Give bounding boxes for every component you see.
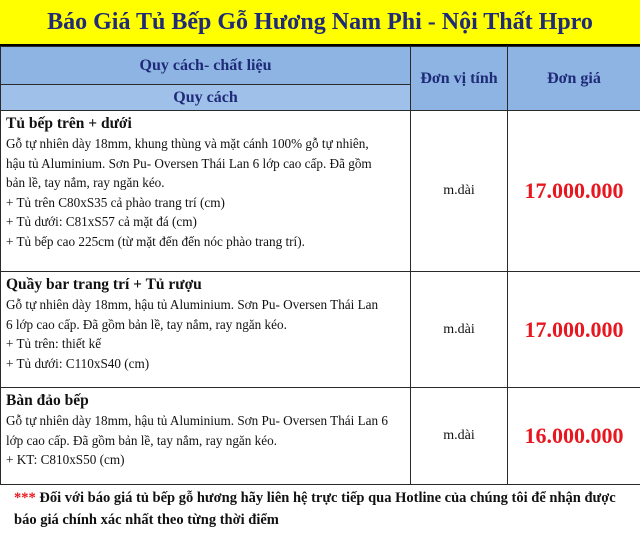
row-price: 17.000.000 <box>508 272 640 388</box>
table-header-row <box>1 47 640 85</box>
table-row <box>1 388 640 485</box>
row-unit: m.dài <box>411 272 508 388</box>
row-detail-line: Gỗ tự nhiên dày 18mm, hậu tủ Aluminium. Sơn Pu- Oversen Thái Lan 6 <box>6 413 388 428</box>
row-name: Tủ bếp trên + dưới <box>6 115 132 132</box>
row-name: Bàn đảo bếp <box>6 392 89 409</box>
footer-note <box>14 487 630 531</box>
row-detail-line: + Tủ dưới: C81xS57 cả mặt đá (cm) <box>6 214 197 229</box>
row-detail-line: bản lề, tay nắm, ray ngăn kéo. <box>6 175 165 190</box>
row-detail-line: Gỗ tự nhiên dày 18mm, hậu tủ Aluminium. Sơn Pu- Oversen Thái Lan <box>6 297 379 312</box>
note-stars: *** <box>14 490 36 506</box>
row-description <box>1 111 411 272</box>
row-price: 16.000.000 <box>508 388 640 485</box>
row-detail-line: + Tủ bếp cao 225cm (từ mặt đến đến nóc phào trang trí). <box>6 233 305 249</box>
row-detail-line: Gỗ tự nhiên dày 18mm, khung thùng và mặt cánh 100% gỗ tự nhiên, <box>6 136 369 151</box>
row-detail-line: lớp cao cấp. Đã gồm bản lề, tay nắm, ray ngăn kéo. <box>6 432 277 448</box>
row-unit: m.dài <box>411 111 508 272</box>
row-detail-line: + KT: C810xS50 (cm) <box>6 452 125 467</box>
row-description <box>1 388 411 485</box>
row-detail-line: 6 lớp cao cấp. Đã gồm bản lề, tay nắm, ray ngăn kéo. <box>6 316 287 332</box>
header-spec-material: Quy cách- chất liệu <box>1 47 411 85</box>
row-description <box>1 272 411 388</box>
note-text: Đối với báo giá tủ bếp gỗ hương hãy liên hệ trực tiếp qua Hotline của chúng tôi để nhận được báo giá chính xác nhất theo từng thời điểm <box>14 490 616 528</box>
row-unit: m.dài <box>411 388 508 485</box>
header-spec: Quy cách <box>1 85 411 111</box>
row-price: 17.000.000 <box>508 111 640 272</box>
row-detail-line: + Tủ dưới: C110xS40 (cm) <box>6 355 150 371</box>
header-price: Đơn giá <box>508 47 640 111</box>
table-row <box>1 111 640 272</box>
row-detail-line: + Tủ trên C80xS35 cả phào trang trí (cm) <box>6 194 225 210</box>
price-table <box>0 46 640 485</box>
row-detail-line: + Tủ trên: thiết kế <box>6 336 102 351</box>
page-title: Báo Giá Tủ Bếp Gỗ Hương Nam Phi - Nội Thất Hpro <box>0 0 640 46</box>
row-detail-line: hậu tủ Aluminium. Sơn Pu- Oversen Thái Lan 6 lớp cao cấp. Đã gồm <box>6 155 372 171</box>
table-row <box>1 272 640 388</box>
header-unit: Đơn vị tính <box>411 47 508 111</box>
row-name: Quầy bar trang trí + Tủ rượu <box>6 276 202 293</box>
